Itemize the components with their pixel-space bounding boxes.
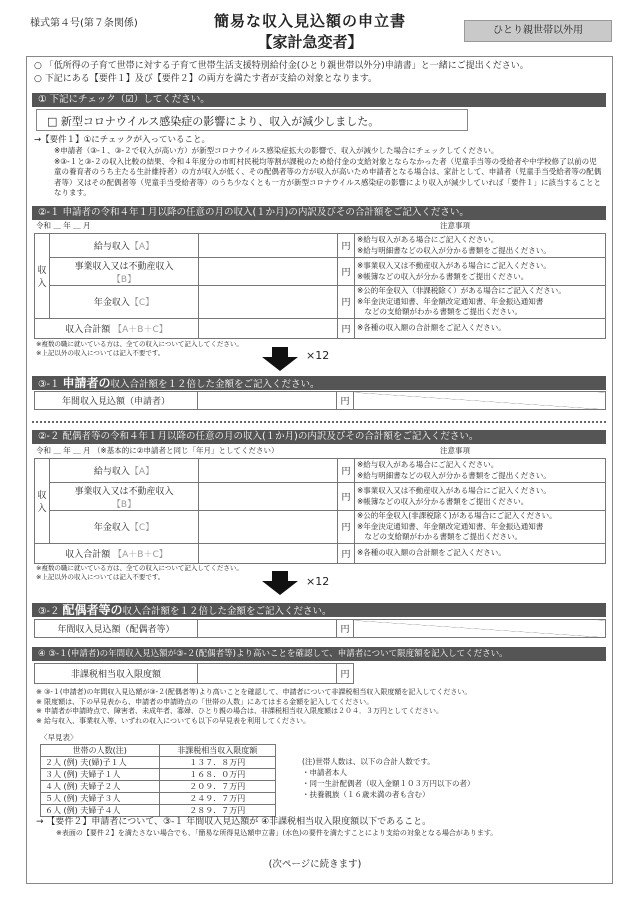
note: (注)世帯人数は、以下の合計人数です。 xyxy=(302,757,435,766)
note: ・扶養親族（１６歳未満の者も含む） xyxy=(302,790,430,799)
amount-input[interactable] xyxy=(199,258,338,286)
total-label: 収入合計額 【A＋B＋C】 xyxy=(35,543,199,563)
down-arrow-icon xyxy=(262,347,298,371)
row-label: 年間収入見込額（配偶者等） xyxy=(35,620,198,638)
col-header: 非課税相当収入限度額 xyxy=(159,745,275,757)
checkbox-label: 新型コロナウイルス感染症の影響により、収入が減少しました。 xyxy=(60,115,380,128)
form-title xyxy=(150,10,470,52)
unit: 円 xyxy=(338,511,355,544)
cell: ４人 (例) 夫婦子２人 xyxy=(41,781,160,793)
req1-block xyxy=(34,134,602,199)
cell: ５人 (例) 夫婦子３人 xyxy=(41,793,160,805)
cell: ６人 (例) 夫婦子４人 xyxy=(41,805,160,817)
cell: ３人 (例) 夫婦子１人 xyxy=(41,769,160,781)
unit: 円 xyxy=(338,258,355,286)
row-label: 事業収入又は不動産収入 【B】 xyxy=(50,258,199,286)
blank-cell xyxy=(354,392,606,410)
notes-header: 注意事項 xyxy=(440,221,470,230)
hayami-side-note xyxy=(302,756,475,800)
intro xyxy=(34,60,604,86)
unit: 円 xyxy=(337,620,354,638)
req1-note: ※③-１と③-２の収入比較の結果、令和４年度分の市町村民税均等割が課税のため給付金の支給対象とならなかった者（児童手当等の受給者や中学校修了以前の児童の養育者のうち主たる生計維持者）の方が収入が低く、その配偶者等の方が収入が高いため申請者となる場合は、家計として、申請者（児童手当受給者等の配偶者等）又はその配偶者等（児童手当受給者等）のうち少なくとも一方が新型コロナウイルス感染症の影響により収入が減少していれば「要件１」に該当することとなります。 xyxy=(54,156,602,197)
footnotes xyxy=(36,564,243,582)
covid-checkbox-row[interactable] xyxy=(36,109,468,131)
row-label: 給与収入【A】 xyxy=(50,459,199,483)
footnote: ※複数の職に就いている方は、全ての収入について記入してください。 xyxy=(36,564,243,572)
note: ※ ③-１(申請者)の年間収入見込額が③-２(配偶者等)より高いことを確認して、申請者について非課税相当収入限度額を記入してください。 xyxy=(36,688,472,696)
unit: 円 xyxy=(337,392,354,410)
unit: 円 xyxy=(337,664,354,684)
req1-note: ※申請者（③-１、③-２で収入が高い方）が新型コロナウイルス感染症拡大の影響で、収入が減少した場合にチェックしてください。 xyxy=(54,146,499,155)
footnotes xyxy=(36,340,243,358)
total-input[interactable] xyxy=(199,543,338,563)
side-label: 収入 xyxy=(35,234,50,319)
amount-input[interactable] xyxy=(199,483,338,511)
amount-input[interactable] xyxy=(199,234,338,258)
unit: 円 xyxy=(338,234,355,258)
checkbox-square-icon[interactable]: □ xyxy=(47,115,58,128)
intro-line: ○ 「低所得の子育て世帯に対する子育て世帯生活支援特別給付金(ひとり親世帯以外分)申請書」と一緒にご提出ください。 xyxy=(34,61,529,71)
req1-title: →【要件１】①にチェックが入っていること。 xyxy=(34,135,210,145)
section1-header: ① 下記にチェック（☑）してください。 xyxy=(32,93,606,107)
row-note: ※事業収入又は不動産収入がある場合にご記入ください。 ※帳簿などの収入が分かる書類をご提出ください。 xyxy=(355,483,606,511)
cell: ２４９．７万円 xyxy=(159,793,275,805)
section3-1-header: ③-１ 申請者の収入合計額を１２倍した金額をご記入ください。 xyxy=(32,376,606,390)
annual-applicant-table xyxy=(34,391,606,410)
title-line2: 【家計急変者】 xyxy=(257,33,363,51)
down-arrow-icon xyxy=(262,571,298,595)
req2-line: → 【要件２】申請者について、③-１ 年間収入見込額が ④非課税相当収入限度額以下であること。 xyxy=(36,817,432,827)
cell: ２０９．７万円 xyxy=(159,781,275,793)
amount-input[interactable] xyxy=(199,459,338,483)
hayami-caption: 〈早見表〉 xyxy=(40,733,78,742)
cell: ２人 (例) 夫(婦)子１人 xyxy=(41,757,160,769)
note: ・同一生計配偶者（収入金額１０３万円以下の者） xyxy=(302,779,475,788)
title-line1: 簡易な収入見込額の申立書 xyxy=(213,12,406,30)
row-note: ※各種の収入額の合計額をご記入ください。 xyxy=(355,543,606,563)
row-note: ※各種の収入額の合計額をご記入ください。 xyxy=(355,318,606,338)
row-note: ※公的年金収入(非課税除く)がある場合にご記入ください。 ※年金決定通知書、年金額改定通知書、年金振込通知書 などの支給額がわかる書類をご提出ください。 xyxy=(355,511,606,544)
unit: 円 xyxy=(338,286,355,319)
row-label: 年金収入【C】 xyxy=(50,286,199,319)
multiplier: ×12 xyxy=(306,349,330,362)
amount-input[interactable] xyxy=(199,511,338,544)
target-badge: ひとり親世帯以外用 xyxy=(464,20,612,42)
unit: 円 xyxy=(338,543,355,563)
cell: １３７．８万円 xyxy=(159,757,275,769)
unit: 円 xyxy=(338,459,355,483)
multiplier: ×12 xyxy=(306,575,330,588)
row-label: 年間収入見込額（申請者） xyxy=(35,392,198,410)
form-number: 様式第４号(第７条関係) xyxy=(30,18,138,29)
row-note: ※給与収入がある場合にご記入ください。 ※給与明細書などの収入が分かる書類をご提出ください。 xyxy=(355,459,606,483)
footnote: ※上記以外の収入については記入不要です。 xyxy=(36,573,165,581)
row-label: 年金収入【C】 xyxy=(50,511,199,544)
note: ※ 申請者が申請時点で、障害者、未成年者、寡婦、ひとり親の場合は、非課税相当収入限度額は２０４．３万円としてください。 xyxy=(36,707,443,715)
row-note: ※給与収入がある場合にご記入ください。 ※給与明細書などの収入が分かる書類をご提出ください。 xyxy=(355,234,606,258)
section2-2-header: ②-２ 配偶者等の令和４年１月以降の任意の月の収入(１か月)の内訳及びその合計額をご記入ください。 xyxy=(32,430,606,444)
annual-spouse-input[interactable] xyxy=(198,620,337,638)
notes-header: 注意事項 xyxy=(440,446,470,455)
date-label: 令和 ＿ 年 ＿ 月 （※基本的に②申請者と同じ「年月」としてください） xyxy=(36,446,279,455)
note: ・申請者本人 xyxy=(302,768,347,777)
divider xyxy=(32,421,606,423)
req2-note: ※表面の【要件２】を満たさない場合でも、「簡易な所得見込額申立書」(水色)の要件を満たすことにより支給の対象となる場合があります。 xyxy=(56,829,498,837)
footnote: ※上記以外の収入については記入不要です。 xyxy=(36,349,165,357)
section3-2-header: ③-２ 配偶者等の収入合計額を１２倍した金額をご記入ください。 xyxy=(32,603,606,617)
total-input[interactable] xyxy=(199,318,338,338)
unit: 円 xyxy=(338,318,355,338)
income-table-spouse xyxy=(34,458,606,564)
row-note: ※公的年金収入（非課税除く）がある場合にご記入ください。 ※年金決定通知書、年金額改定通知書、年金振込通知書 などの支給額がわかる書類をご提出ください。 xyxy=(355,286,606,319)
side-label: 収入 xyxy=(35,459,50,544)
unit: 円 xyxy=(338,483,355,511)
row-note: ※事業収入又は不動産収入がある場合にご記入ください。 ※帳簿などの収入が分かる書類をご提出ください。 xyxy=(355,258,606,286)
section4-notes xyxy=(36,688,604,726)
total-label: 収入合計額 【A＋B＋C】 xyxy=(35,318,199,338)
annual-applicant-input[interactable] xyxy=(198,392,337,410)
footnote: ※複数の職に就いている方は、全ての収入について記入してください。 xyxy=(36,340,243,348)
row-label: 事業収入又は不動産収入 【B】 xyxy=(50,483,199,511)
col-header: 世帯の人数(注) xyxy=(41,745,160,757)
limit-input[interactable] xyxy=(198,664,337,684)
row-label: 給与収入【A】 xyxy=(50,234,199,258)
amount-input[interactable] xyxy=(199,286,338,319)
hayami-table xyxy=(40,744,276,817)
date-label: 令和 ＿ 年 ＿ 月 xyxy=(36,221,91,230)
note: ※ 給与収入、事業収入等、いずれの収入についても以下の早見表を利用してください。 xyxy=(36,716,310,725)
intro-line: ○ 下記にある【要件１】及び【要件２】の両方を満たす者が支給の対象となります。 xyxy=(34,74,377,84)
row-label: 非課税相当収入限度額 xyxy=(35,664,198,684)
annual-spouse-table xyxy=(34,619,606,638)
note: ※ 限度額は、下の早見表から、申請者の申請時点の「世帯の人数」にあてはまる金額を記入してください。 xyxy=(36,697,374,706)
income-table-applicant xyxy=(34,233,606,339)
limit-table xyxy=(34,663,354,684)
next-page-note: (次ページに続きます) xyxy=(268,859,362,870)
section2-1-header: ②-１ 申請者の令和４年１月以降の任意の月の収入(１か月)の内訳及びその合計額をご記入ください。 xyxy=(32,206,606,220)
cell: １６８．０万円 xyxy=(159,769,275,781)
blank-cell xyxy=(354,620,606,638)
section4-header: ④ ③-１(申請者)の年間収入見込額が③-２(配偶者等)より高いことを確認して、申請者について限度額を記入してください。 xyxy=(32,647,606,661)
cell: ２８９．７万円 xyxy=(159,805,275,817)
